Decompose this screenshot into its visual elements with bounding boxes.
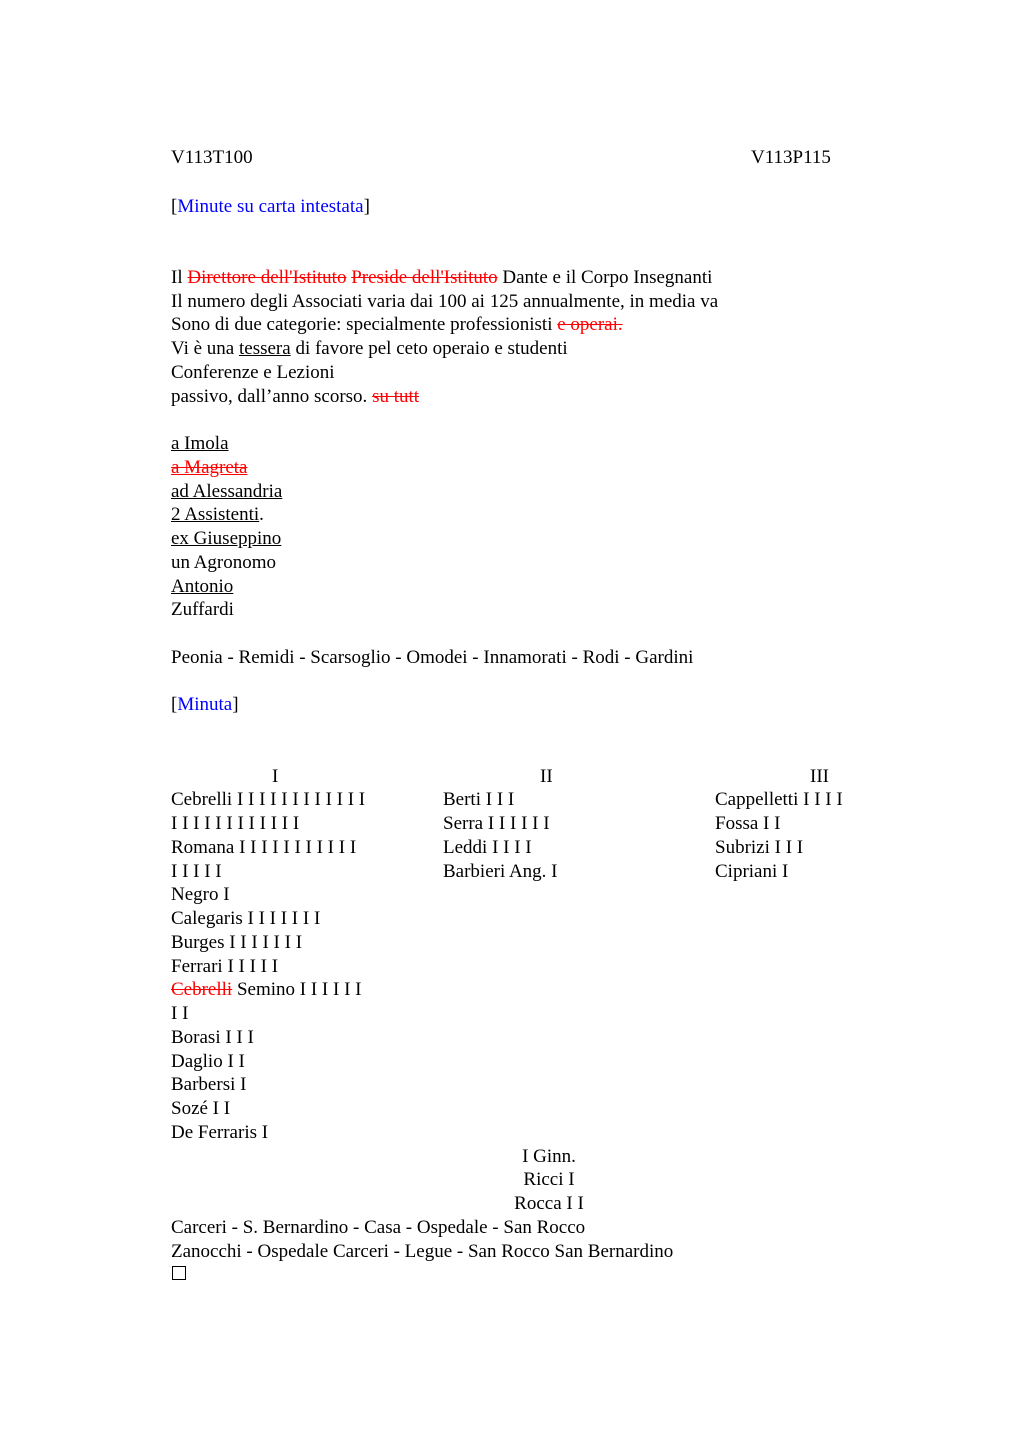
place-magreta: a Magreta [171,457,248,478]
list-item: I I I I I [171,861,222,882]
list-item: Calegaris I I I I I I I [171,908,321,929]
footer-line-2: Zanocchi - Ospedale Carceri - Legue - San Rocco San Bernardino [171,1241,674,1262]
antonio: Antonio [171,576,234,597]
column-header-1: I [272,766,279,787]
list-item: Leddi I I I I [443,837,532,858]
deleted-text: e operai. [557,314,623,335]
para-line-1: Il Direttore dell'Istituto Preside dell'Istituto Dante e il Corpo Insegnanti [171,267,713,288]
para-line-6: passivo, dall’anno scorso. su tutt [171,386,420,407]
underlined-text: tessera [238,338,291,359]
list-item: Daglio I I [171,1051,245,1072]
list-item: Borasi I I I [171,1027,254,1048]
list-item: Barbersi I [171,1074,247,1095]
list-item: I I I I I I I I I I I I [171,813,300,834]
list-item: Fossa I I [715,813,781,834]
list-item: Barbieri Ang. I [443,861,558,882]
deleted-text: Cebrelli [171,979,233,1000]
footer-line-1: Carceri - S. Bernardino - Casa - Ospedale - San Rocco [171,1217,586,1238]
list-item: De Ferraris I [171,1122,269,1143]
place-imola: a Imola [171,433,229,454]
list-item: Cappelletti I I I I [715,789,843,810]
names-line: Peonia - Remidi - Scarsoglio - Omodei - Innamorati - Rodi - Gardini [171,647,694,668]
ginn-heading: I Ginn. [522,1146,576,1167]
list-item: Subrizi I I I [715,837,804,858]
list-item: Serra I I I I I I [443,813,550,834]
list-item: I I [171,1003,189,1024]
para-line-3: Sono di due categorie: specialmente professionisti e operai. [171,314,623,335]
para-line-5: Conferenze e Lezioni [171,362,335,383]
ex-giuseppino: ex Giuseppino [171,528,282,549]
left-code: V113T100 [171,147,253,168]
list-item: Sozé I I [171,1098,231,1119]
agronomo: un Agronomo [171,552,277,573]
list-item: Negro I [171,884,230,905]
section-label: Minute su carta intestata [177,196,364,217]
list-item: Romana I I I I I I I I I I I [171,837,357,858]
section-heading-minuta: [Minuta] [171,694,239,715]
column-header-2: II [540,766,553,787]
deleted-text: Direttore dell'Istituto [187,267,347,288]
list-item-semino: Cebrelli Semino I I I I I I [171,979,362,1000]
bracket-open: [ [171,196,178,217]
para-line-4: Vi è una tessera di favore pel ceto operaio e studenti [171,338,568,359]
list-item: Cipriani I [715,861,789,882]
deleted-text: Preside dell'Istituto [351,267,498,288]
list-item: Ferrari I I I I I [171,956,279,977]
ginn-item: Rocca I I [514,1193,584,1214]
deleted-text: su tutt [372,386,420,407]
section-heading-minute [171,195,370,219]
list-item: Berti I I I [443,789,515,810]
checkbox-square-icon [172,1266,186,1280]
assistenti: 2 Assistenti. [171,504,264,525]
place-alessandria: ad Alessandria [171,481,283,502]
para-line-2: Il numero degli Associati varia dai 100 ai 125 annualmente, in media va [171,291,719,312]
list-item: Cebrelli I I I I I I I I I I I I [171,789,366,810]
zuffardi: Zuffardi [171,599,234,620]
right-code: V113P115 [751,147,831,168]
column-header-3: III [810,766,829,787]
bracket-close: ] [363,196,370,217]
ginn-item: Ricci I [523,1169,575,1190]
list-item: Burges I I I I I I I [171,932,303,953]
section-label: Minuta [177,694,233,715]
